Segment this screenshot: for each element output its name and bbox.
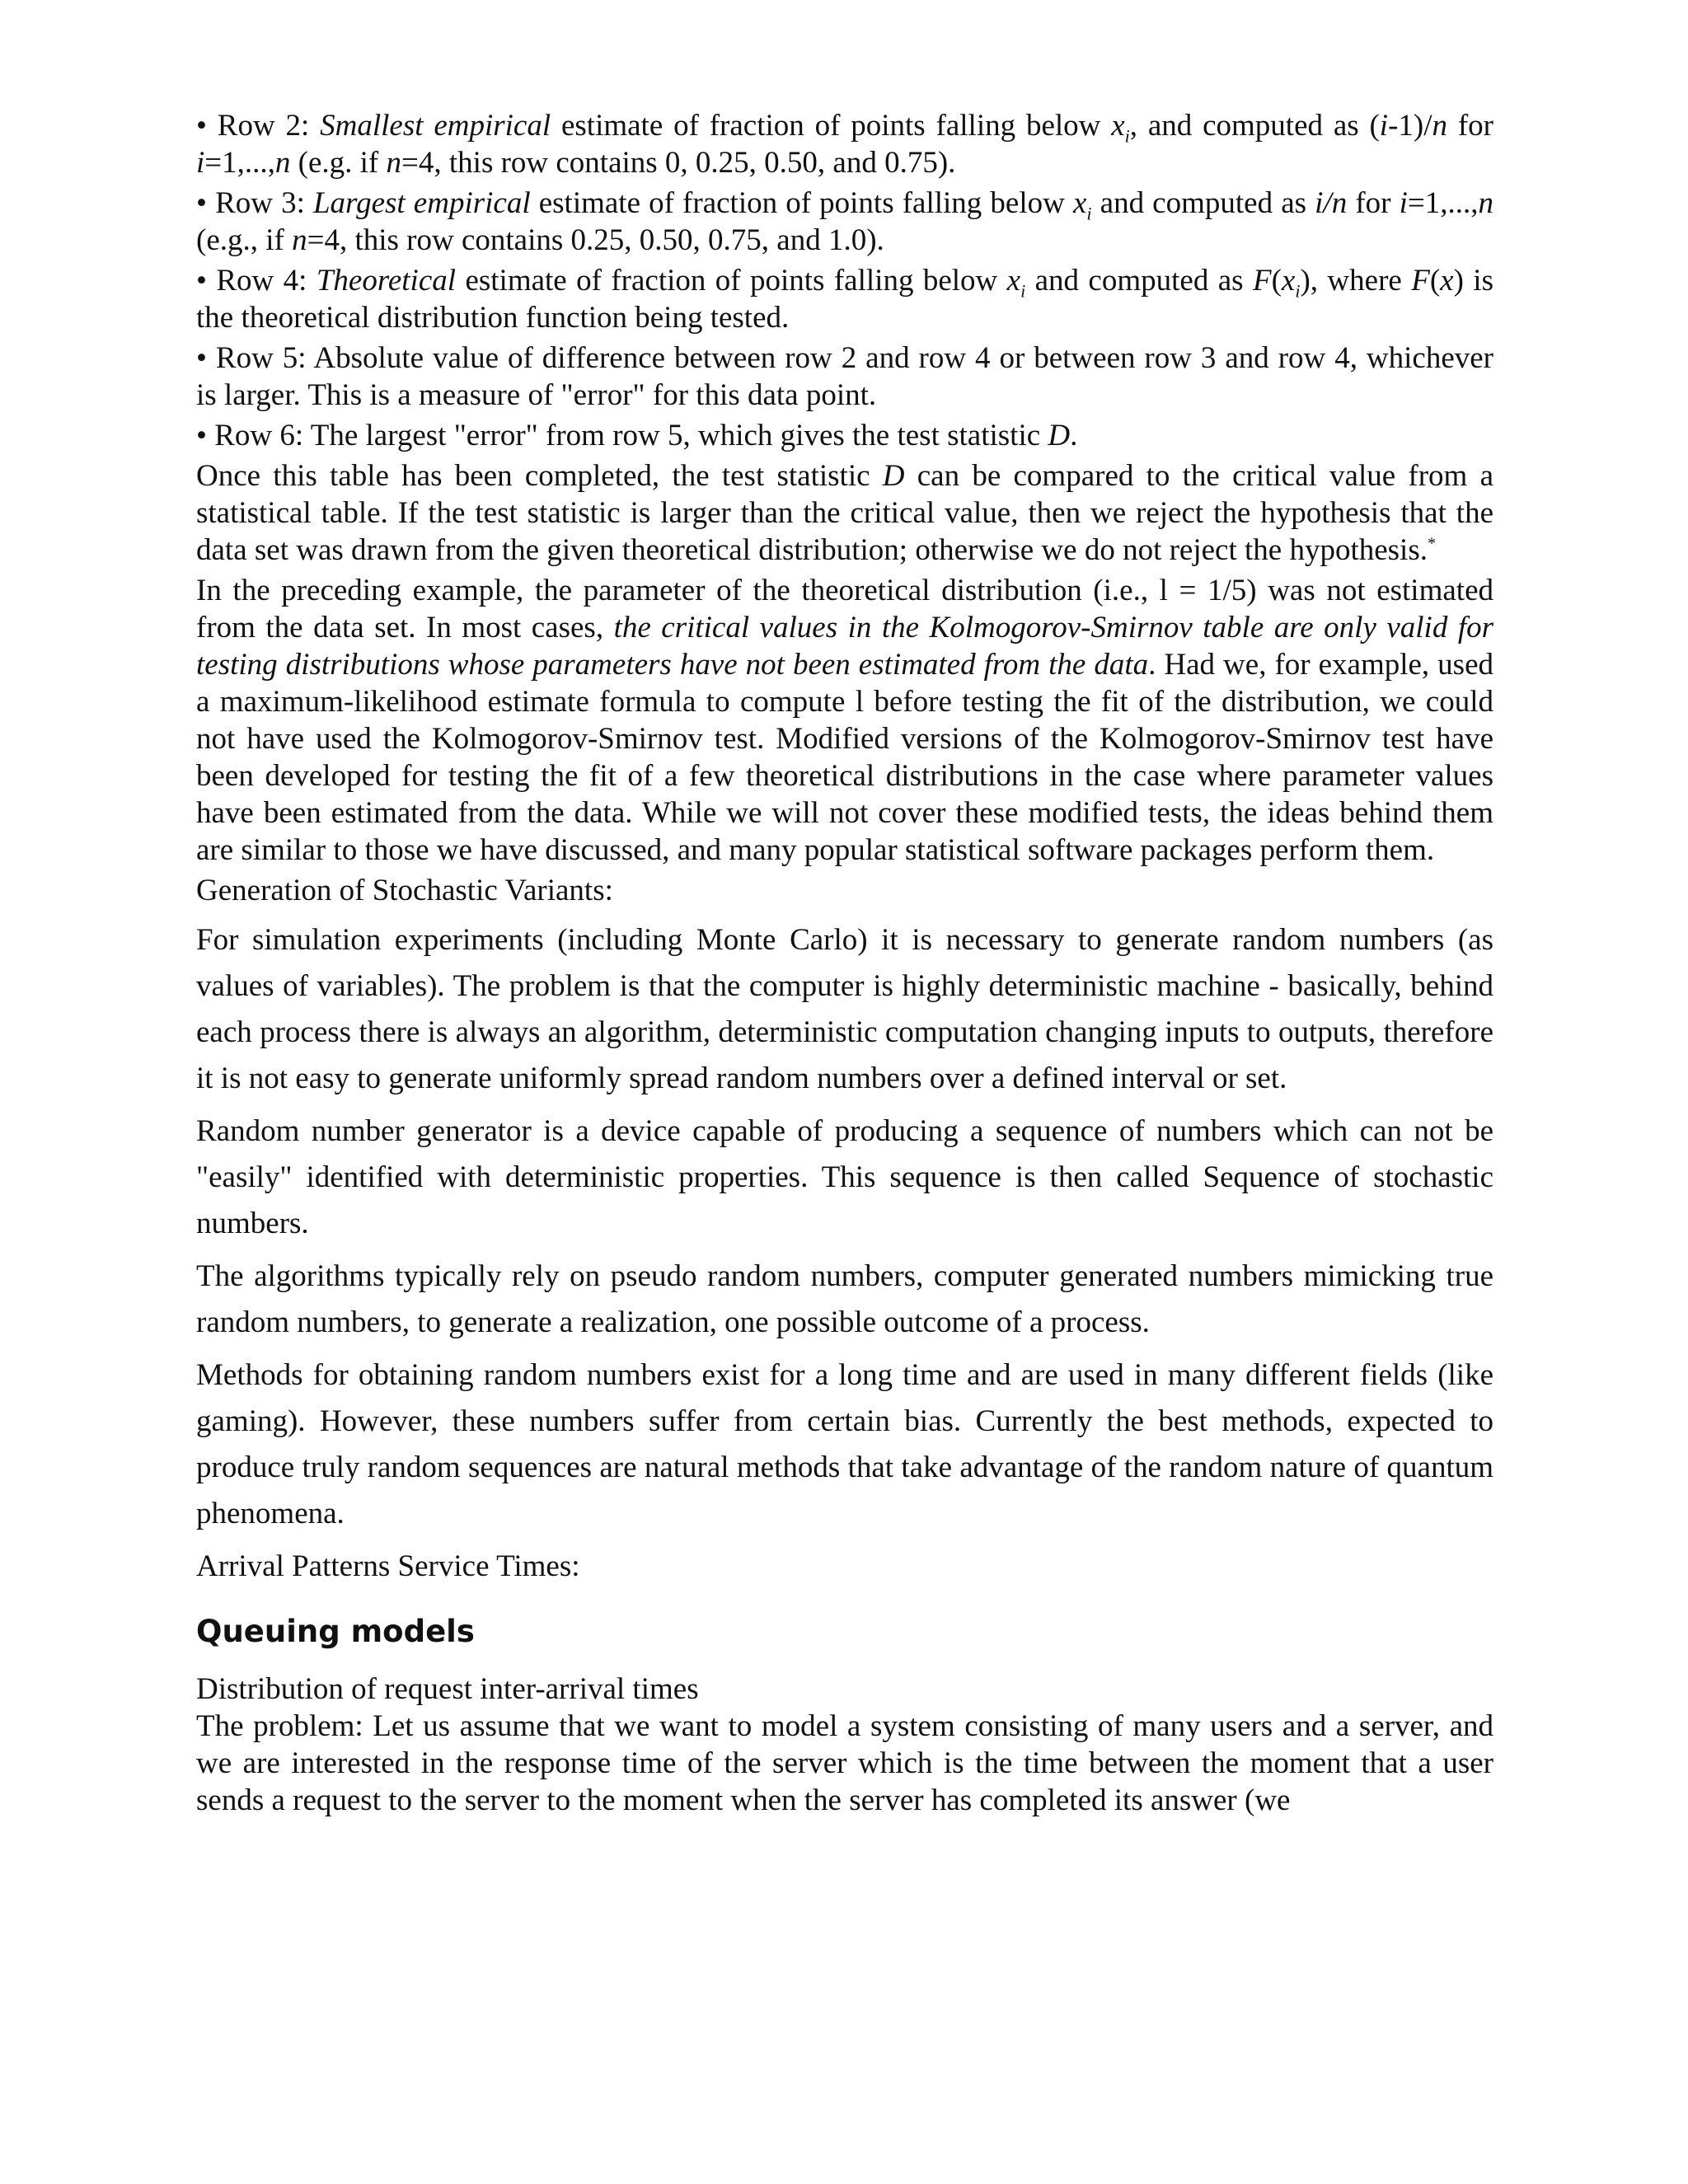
footnote-marker: * xyxy=(1427,534,1436,553)
paragraph-random-number-generator: Random number generator is a device capable of producing a sequence of numbers which can not be "easily" identified with deterministic properties. This sequence is then called Sequence of stochastic numbers. xyxy=(196,1114,1493,1240)
bullet-row-6: • Row 6: The largest "error" from row 5, which gives the test statistic D. xyxy=(196,419,1078,452)
paragraph-algorithms: The algorithms typically rely on pseudo random numbers, computer generated numbers mimicking true random numbers, to generate a realization, one possible outcome of a process. xyxy=(196,1259,1493,1339)
paragraph-problem: The problem: Let us assume that we want to model a system consisting of many users and a server, and we are interested in the response time of the server which is the time between the moment that a user sends a request to the server to the moment when the server has completed its answer (we xyxy=(196,1709,1493,1817)
paragraph-simulation: For simulation experiments (including Monte Carlo) it is necessary to generate random numbers (as values of variables). The problem is that the computer is highly deterministic machine - basically, behind each process there is always an algorithm, deterministic computation changing inputs to outputs, therefore it is not easy to generate uniformly spread random numbers over a defined interval or set. xyxy=(196,923,1493,1095)
bullet-row-3: • Row 3: Largest empirical estimate of fraction of points falling below $x_i$ and computed as i/n for i=1,...,n (e.g., if n=4, this row contains 0.25, 0.50, 0.75, and 1.0). xyxy=(196,186,1493,257)
bullet-row-2: • Row 2: Smallest empirical estimate of fraction of points falling below $x_i$, and computed as (i-1)/n for i=1,...,n (e.g. if n=4, this row contains 0, 0.25, 0.50, and 0.75). xyxy=(196,109,1493,180)
paragraph-preceding-example: In the preceding example, the parameter of the theoretical distribution (i.e., l = 1/5) was not estimated from the data set. In most cases, the critical values in the Kolmogorov-Smirnov table are only valid for testing distributions whose parameters have not been estimated from the data. Had we, for example, used a maximum-likelihood estimate formula to compute l before testing the fit of the distribution, we could not have used the Kolmogorov-Smirnov test. Modified versions of the Kolmogorov-Smirnov test have been developed for testing the fit of a few theoretical distributions in the case where parameter values have been estimated from the data. While we will not cover these modified tests, the ideas behind them are similar to those we have discussed, and many popular statistical software packages perform them. xyxy=(196,574,1493,867)
heading-queuing-models: Queuing models xyxy=(196,1614,475,1649)
bullet-row-5: • Row 5: Absolute value of difference between row 2 and row 4 or between row 3 and row 4, whichever is larger. This is a measure of "error" for this data point. xyxy=(196,341,1493,412)
document-page xyxy=(196,107,1493,1822)
paragraph-methods: Methods for obtaining random numbers exist for a long time and are used in many different fields (like gaming). However, these numbers suffer from certain bias. Currently the best methods, expected to produce truly random sequences are natural methods that take advantage of the random nature of quantum phenomena. xyxy=(196,1358,1493,1530)
bullet-row-4: • Row 4: Theoretical estimate of fraction of points falling below $x_i$ and computed as $F(x_i)$, where F(x) is the theoretical distribution function being tested. xyxy=(196,264,1493,335)
section-arrival-title: Arrival Patterns Service Times: xyxy=(196,1549,580,1583)
paragraph-test-statistic: Once this table has been completed, the test statistic D can be compared to the critical value from a statistical table. If the test statistic is larger than the critical value, then we reject the hypothesis that the data set was drawn from the given theoretical distribution; otherwise we do not reject the hypothesis.* xyxy=(196,459,1494,567)
section-generation-title: Generation of Stochastic Variants: xyxy=(196,874,613,907)
subheading-inter-arrival: Distribution of request inter-arrival times xyxy=(196,1672,699,1706)
